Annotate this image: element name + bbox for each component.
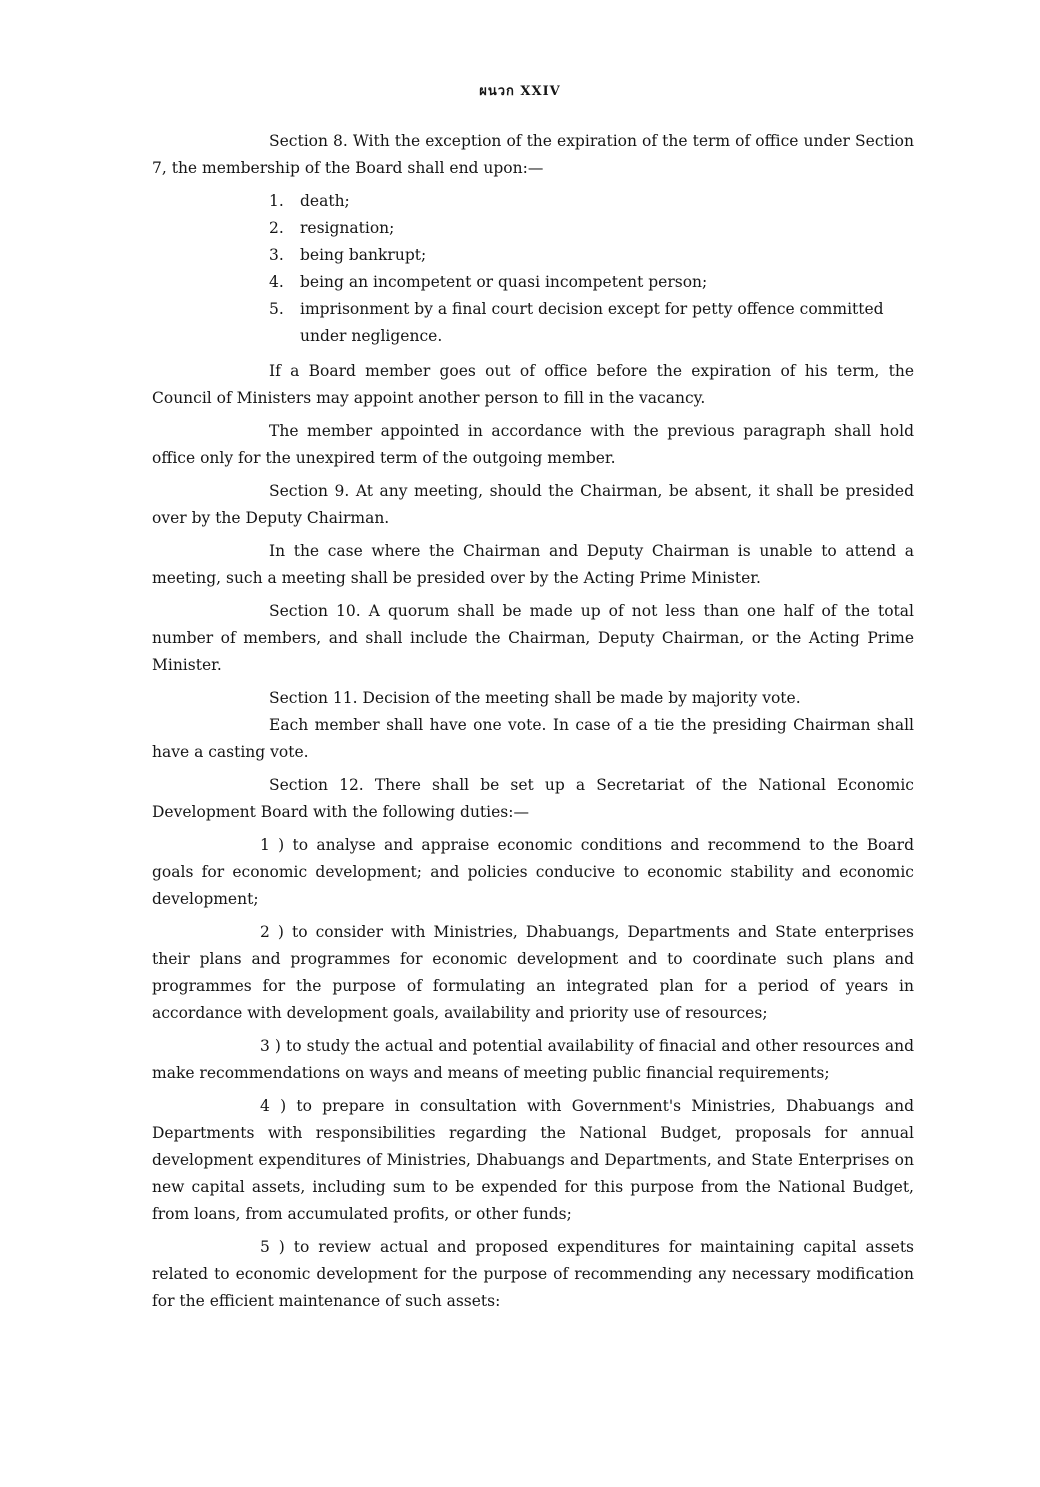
section-12-duty-1: 1 ) to analyse and appraise economic conditions and recommend to the Board goals for economic development; and policies conducive to economic stability and economic development; <box>152 836 914 908</box>
list-item <box>152 188 914 215</box>
section-12-duty-2: 2 ) to consider with Ministries, Dhabuangs, Departments and State enterprises their plans and programmes for economic development and to coordinate such plans and programmes for the purpose of formulating an integrated plan for a period of years in accordance with development goals, availability and priority use of resources; <box>152 923 914 1022</box>
list-item-text: being an incompetent or quasi incompetent person; <box>300 273 708 291</box>
section-12-duty-3: 3 ) to study the actual and potential availability of finacial and other resources and make recommendations on ways and means of meeting public financial requirements; <box>152 1037 914 1082</box>
section-8-paragraph-3: The member appointed in accordance with the previous paragraph shall hold office only for the unexpired term of the outgoing member. <box>152 422 914 467</box>
section-12-intro: Section 12. There shall be set up a Secretariat of the National Economic Development Board with the following duties:— <box>152 776 914 821</box>
document-body <box>152 128 914 1321</box>
section-11-paragraph-1: Section 11. Decision of the meeting shall be made by majority vote. <box>269 689 801 707</box>
list-item-text: death; <box>300 192 350 210</box>
section-11-paragraph-2: Each member shall have one vote. In case of a tie the presiding Chairman shall have a casting vote. <box>152 716 914 761</box>
section-12-duty-4: 4 ) to prepare in consultation with Government's Ministries, Dhabuangs and Departments with responsibilities regarding the National Budget, proposals for annual development expenditures of Ministries, Dhabuangs and Departments, and State Enterprises on new capital assets, including sum to be expended for this purpose from the National Budget, from loans, from accumulated profits, or other funds; <box>152 1097 914 1223</box>
section-8-paragraph-2: If a Board member goes out of office before the expiration of his term, the Council of Ministers may appoint another person to fill in the vacancy. <box>152 362 914 407</box>
list-item <box>152 242 914 269</box>
list-item-text: being bankrupt; <box>300 246 427 264</box>
section-12-duty-5: 5 ) to review actual and proposed expenditures for maintaining capital assets related to economic development for the purpose of recommending any necessary modification for the efficient maintenance of such assets: <box>152 1238 914 1310</box>
section-9-paragraph-1: Section 9. At any meeting, should the Chairman, be absent, it shall be presided over by the Deputy Chairman. <box>152 482 914 527</box>
list-item <box>152 269 914 296</box>
section-10-paragraph: Section 10. A quorum shall be made up of not less than one half of the total number of members, and shall include the Chairman, Deputy Chairman, or the Acting Prime Minister. <box>152 602 914 674</box>
list-item-number: 1. <box>269 192 284 210</box>
list-item-number: 5. <box>269 300 284 318</box>
list-item-text: imprisonment by a final court decision except for petty offence committed under negligence. <box>300 300 884 345</box>
page-number-header: ผนวก XXIV <box>479 84 561 99</box>
section-9-paragraph-2: In the case where the Chairman and Deputy Chairman is unable to attend a meeting, such a meeting shall be presided over by the Acting Prime Minister. <box>152 542 914 587</box>
section-8-list <box>152 188 914 350</box>
section-8-intro: Section 8. With the exception of the expiration of the term of office under Section 7, the membership of the Board shall end upon:— <box>152 132 914 177</box>
list-item <box>152 296 914 350</box>
list-item-number: 4. <box>269 273 284 291</box>
list-item-text: resignation; <box>300 219 395 237</box>
list-item <box>152 215 914 242</box>
list-item-number: 3. <box>269 246 284 264</box>
list-item-number: 2. <box>269 219 284 237</box>
